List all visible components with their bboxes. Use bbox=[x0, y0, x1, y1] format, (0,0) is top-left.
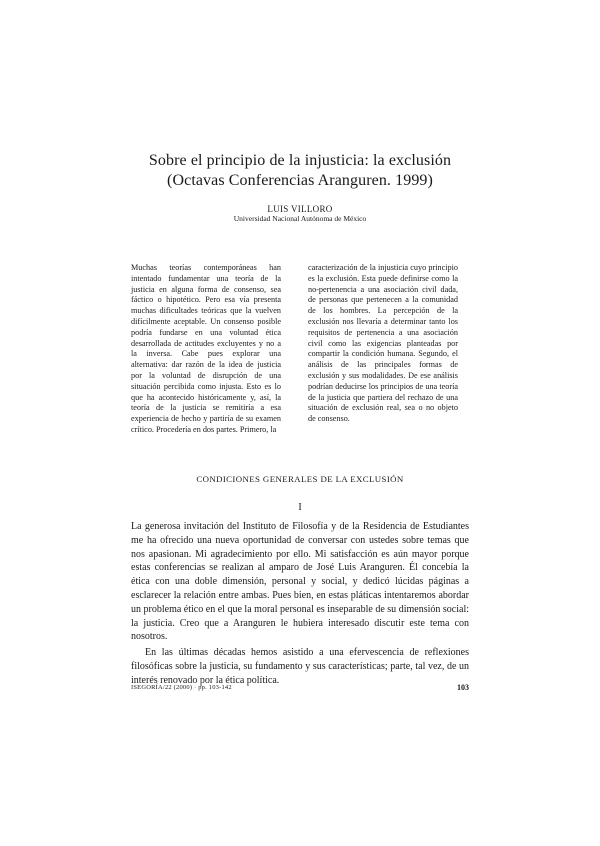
journal-citation: ISEGORÍA/22 (2000) · pp. 103-142 bbox=[131, 684, 232, 691]
section-heading: CONDICIONES GENERALES DE LA EXCLUSIÓN bbox=[196, 474, 404, 484]
body-paragraph: En las últimas décadas hemos asistido a una efervescencia de reflexiones filosóficas sobre la justicia, su fundamento y sus características; parte, tal vez, de un interés renovado por la ética política. bbox=[131, 647, 469, 686]
body-text bbox=[131, 520, 469, 688]
body-paragraph: La generosa invitación del Instituto de Filosofía y de la Residencia de Estudiantes me ha ofrecido una nueva oportunidad de conversar con ustedes sobre temas que nos apasionan. Mi agradecimiento por ello. Mi satisfacción es aún mayor porque estas conferencias se realizan al amparo de José Luis Aranguren. Él concebía la ética con una doble dimensión, personal y social, y dedicó lúcidas páginas a esclarecer la relación entre ambas. Pues bien, en estas pláticas intentaremos abordar un problema ético en el que la moral personal es inseparable de su dimensión social: la justicia. Creo que a Aranguren le hubiera interesado discutir este tema con nosotros. bbox=[131, 521, 469, 643]
abstract-column-right bbox=[308, 263, 458, 425]
page-number: 103 bbox=[457, 683, 469, 692]
author-affiliation: Universidad Nacional Autónoma de México bbox=[233, 214, 367, 223]
abstract-column-left bbox=[131, 263, 281, 436]
paper-title: Sobre el principio de la injusticia: la exclusión bbox=[148, 152, 452, 169]
abstract-text-left: Muchas teorías contemporáneas han intentado fundamentar una teoría de la justicia en alguna forma de consenso, sea fáctico o hipotético. Pero esa vía presenta muchas dificultades teóricas que la vuelven difícilmente aceptable. Un consenso posible podría fundarse en una voluntad ética desarrollada de actitudes excluyentes y no a la inversa. Cabe pues explorar una alternativa: dar razón de la idea de justicia por la voluntad de disrupción de una situación percibida como injusta. Esto es lo que ha acontecido históricamente y, así, la teoría de la justicia se remitiría a esa experiencia de hecho y partiría de su examen crítico. Procedería en dos partes. Primero, la bbox=[131, 263, 281, 434]
abstract-text-right: caracterización de la injusticia cuyo principio es la exclusión. Esta puede definirse como la no-pertenencia a una asociación civil dada, de personas que pertenecen a la comunidad de los hombres. La percepción de la exclusión nos llevaría a determinar tanto los requisitos de pertenencia a una asociación civil como las exigencias planteadas por compartir la condición humana. Segundo, el análisis de las principales formas de exclusión y sus modalidades. De ese análisis podrían deducirse los principios de una teoría de la justicia que partiera del rechazo de una situación de exclusión real, sea o no objeto de consenso. bbox=[308, 263, 458, 424]
paper-subtitle: (Octavas Conferencias Aranguren. 1999) bbox=[167, 172, 433, 189]
section-number: I bbox=[298, 502, 302, 513]
author-name: LUIS VILLORO bbox=[267, 204, 333, 214]
